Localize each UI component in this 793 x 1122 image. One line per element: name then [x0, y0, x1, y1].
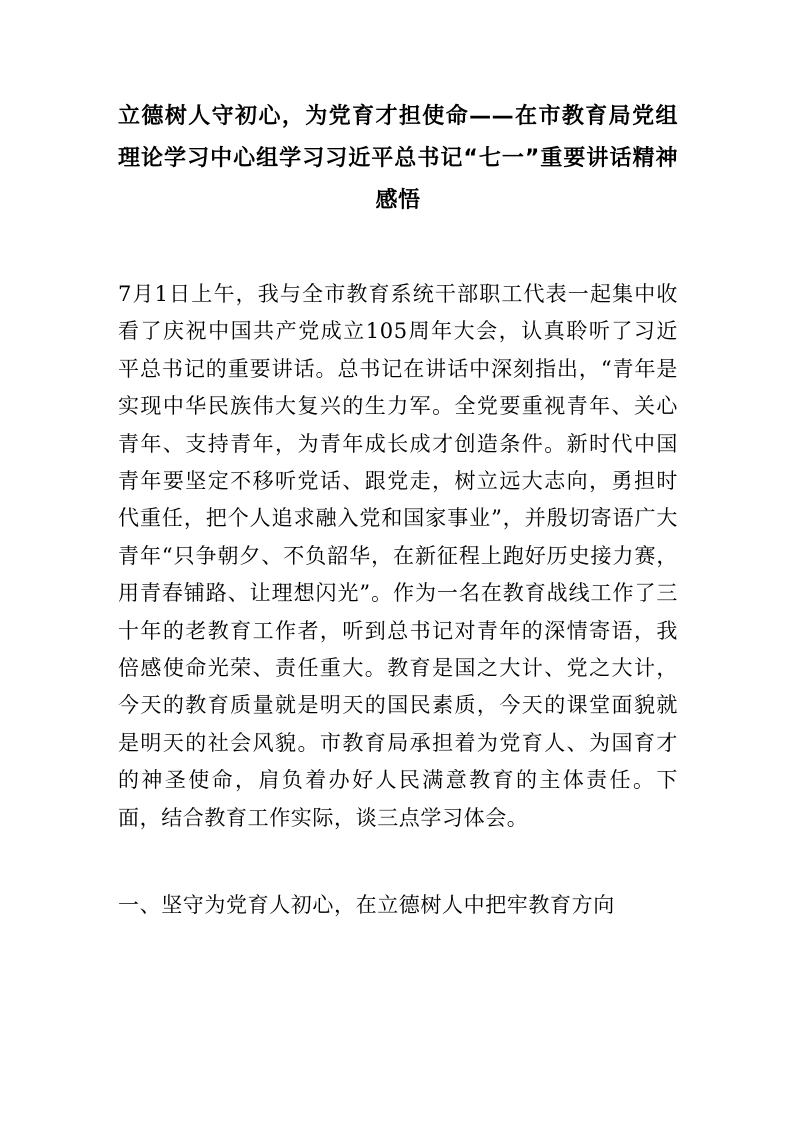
section-heading: 一、坚守为党育人初心，在立德树人中把牢教育方向	[118, 893, 615, 918]
body-paragraph: 7月1日上午，我与全市教育系统干部职工代表一起集中收看了庆祝中国共产党成立105周年大会，认真聆听了习近平总书记的重要讲话。总书记在讲话中深刻指出，“青年是实现中华民族伟大复兴的生力军。全党要重视青年、关心青年、支持青年，为青年成长成才创造条件。新时代中国青年要坚定不移听党话、跟党走，树立远大志向，勇担时代重任，把个人追求融入党和国家事业”，并殷切寄语广大青年“只争朝夕、不负韶华，在新征程上跑好历史接力赛，用青春铺路、让理想闪光”。作为一名在教育战线工作了三十年的老教育工作者，听到总书记对青年的深情寄语，我倍感使命光荣、责任重大。教育是国之大计、党之大计，今天的教育质量就是明天的国民素质，今天的课堂面貌就是明天的社会风貌。市教育局承担着为党育人、为国育才的神圣使命，肩负着办好人民满意教育的主体责任。下面，结合教育工作实际，谈三点学习体会。	[118, 282, 678, 830]
document-page	[118, 96, 678, 924]
document-title: 立德树人守初心，为党育才担使命——在市教育局党组理论学习中心组学习习近平总书记“七一”重要讲话精神感悟	[118, 104, 678, 213]
